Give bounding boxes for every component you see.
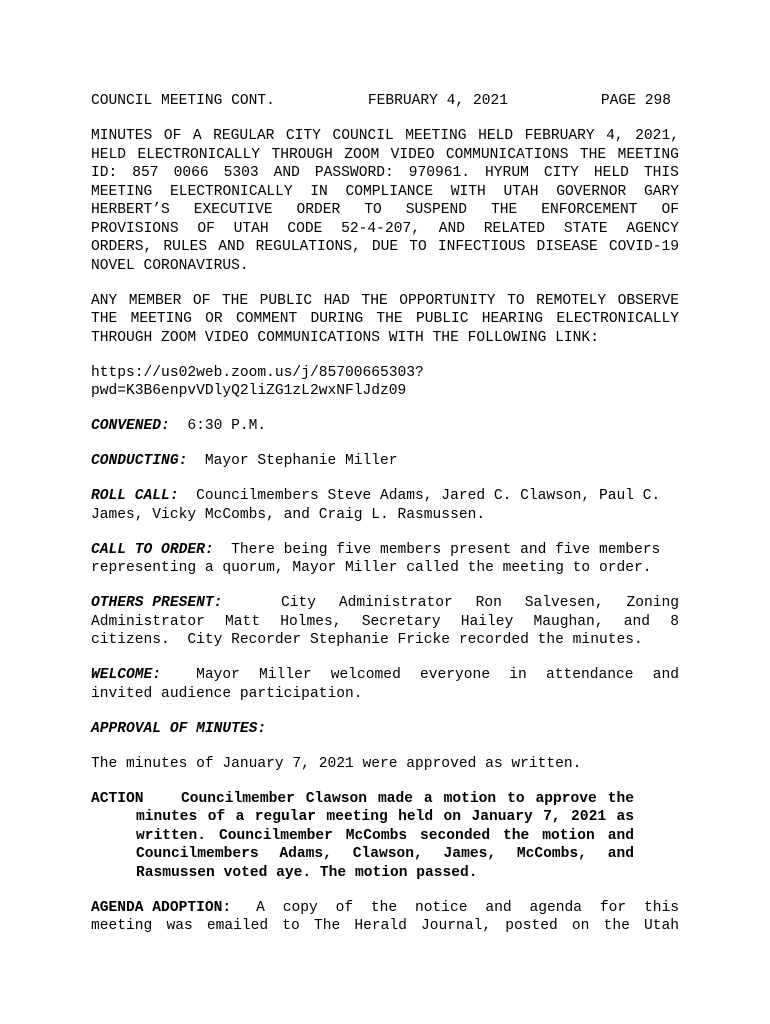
welcome-text: Mayor Miller welcomed everyone in attendance and <box>196 667 679 683</box>
header-page-number: PAGE 298 <box>600 93 671 109</box>
word: TO <box>409 239 427 255</box>
conducting-section <box>91 452 679 471</box>
word: MEETING <box>617 146 679 163</box>
word: MEETING <box>130 311 192 327</box>
justified-line <box>91 127 679 146</box>
justified-line <box>91 146 679 165</box>
word: THE <box>376 311 403 327</box>
word: COUNCIL <box>332 128 394 144</box>
justified-line <box>91 292 679 311</box>
word: UTAH <box>233 220 269 237</box>
word: AND <box>273 165 300 181</box>
word: COMMENT <box>235 311 298 327</box>
word: 857 <box>132 165 159 181</box>
word: CITY <box>285 128 321 144</box>
paragraph-last-line: NOVEL CORONAVIRUS. <box>91 257 249 274</box>
word: ID: <box>91 165 118 181</box>
word: THIS <box>643 165 679 181</box>
word: HAD <box>323 292 350 309</box>
word: ANY <box>91 292 118 309</box>
word: AND <box>218 239 245 255</box>
public-access-paragraph <box>91 292 679 348</box>
agenda-adoption-text-cont: meeting was emailed to The Herald Journal, posted on the Utah <box>91 918 679 934</box>
justified-line <box>91 164 679 183</box>
word: 2021, <box>635 128 679 144</box>
word: THE <box>579 146 607 163</box>
word: MEETING <box>91 183 153 200</box>
word: TO <box>364 202 382 218</box>
word: THROUGH <box>271 146 333 163</box>
approval-of-minutes-heading: APPROVAL OF MINUTES: <box>91 720 267 737</box>
word: DUE <box>371 239 399 255</box>
word: AND <box>438 220 466 237</box>
justified-line <box>91 238 679 257</box>
word: 0066 <box>173 165 209 181</box>
word: MEETING <box>405 128 467 144</box>
word: HYRUM <box>485 165 529 181</box>
action-label: ACTION <box>91 790 144 807</box>
word: SUSPEND <box>405 202 468 218</box>
agenda-adoption-section <box>91 899 679 936</box>
conducting-label: CONDUCTING: <box>91 453 188 469</box>
word: TO <box>507 292 525 309</box>
word: 52-4-207, <box>341 220 420 237</box>
justified-line <box>91 201 679 220</box>
word: HELD <box>478 128 514 144</box>
approval-text: The minutes of January 7, 2021 were approved as written. <box>91 755 582 772</box>
action-text-cont: written. Councilmember McCombs seconded the motion and <box>136 827 634 844</box>
word: PASSWORD: <box>314 165 394 181</box>
word: AGENCY <box>626 220 679 237</box>
word: RELATED <box>483 220 546 237</box>
word: GARY <box>643 183 679 200</box>
call-to-order-text: There being five members present and five members <box>231 541 661 558</box>
word: MEMBER <box>128 292 182 309</box>
word: ORDERS, <box>91 239 153 255</box>
word: 5303 <box>223 165 259 181</box>
word: CITY <box>543 165 579 181</box>
others-present-section <box>91 594 679 650</box>
word: THE <box>221 292 249 309</box>
word: PUBLIC <box>415 311 469 327</box>
word: ORDER <box>296 202 341 218</box>
word: WITH <box>450 183 486 200</box>
welcome-label: WELCOME: <box>91 667 162 683</box>
word: GOVERNOR <box>556 183 627 200</box>
word: IN <box>310 183 328 200</box>
header-title: COUNCIL MEETING CONT. <box>91 93 275 109</box>
action-text-last: Rasmussen voted aye. The motion passed. <box>136 864 478 881</box>
word: 970961. <box>408 165 471 181</box>
welcome-text-cont: invited audience participation. <box>91 685 363 702</box>
word: THE <box>361 292 388 309</box>
word: REGULAR <box>213 128 275 144</box>
word: DISEASE <box>536 239 598 255</box>
word: HELD <box>91 146 127 163</box>
agenda-adoption-label: AGENDA ADOPTION: <box>91 899 232 916</box>
word: REGULATIONS, <box>255 239 361 255</box>
word: 4, <box>606 128 624 144</box>
intro-paragraph <box>91 127 679 275</box>
word: COVID-19 <box>608 239 679 255</box>
roll-call-text: Councilmembers Steve Adams, Jared C. Clawson, Paul C. <box>196 488 661 504</box>
word: DURING <box>310 311 364 327</box>
word: ZOOM <box>344 146 380 163</box>
action-text: Councilmember Clawson made a motion to approve the <box>181 790 634 807</box>
word: OF <box>192 292 211 309</box>
justified-line <box>91 310 679 329</box>
agenda-adoption-text: A copy of the notice and agenda for this <box>256 899 679 916</box>
action-section <box>91 790 634 883</box>
word: ENFORCEMENT <box>541 202 638 218</box>
convened-section <box>91 417 679 436</box>
header-date: FEBRUARY 4, 2021 <box>367 93 508 109</box>
others-present-text-cont-2: citizens. City Recorder Stephanie Fricke recorded the minutes. <box>91 632 643 648</box>
justified-line <box>91 220 679 239</box>
word: OF <box>163 128 182 144</box>
justified-line <box>91 183 679 202</box>
word: THE <box>490 202 518 218</box>
word: OBSERVE <box>617 292 679 309</box>
word: HELD <box>593 165 629 181</box>
word: OPPORTUNITY <box>399 292 496 309</box>
welcome-section <box>91 666 679 703</box>
word: CODE <box>287 220 323 237</box>
word: FEBRUARY <box>524 128 595 144</box>
paragraph-last-line: THROUGH ZOOM VIDEO COMMUNICATIONS WITH THE FOLLOWING LINK: <box>91 329 599 346</box>
convened-label: CONVENED: <box>91 418 170 434</box>
zoom-link[interactable] <box>91 364 679 401</box>
roll-call-section <box>91 487 679 524</box>
word: OF <box>197 220 215 237</box>
word: COMMUNICATIONS <box>445 146 569 163</box>
word: A <box>192 128 202 144</box>
word: STATE <box>563 220 608 237</box>
others-present-text-cont: Administrator Matt Holmes, Secretary Hailey Maughan, and 8 <box>91 613 679 630</box>
word: ELECTRONICALLY <box>137 146 261 163</box>
call-to-order-label: CALL TO ORDER: <box>91 541 214 558</box>
zoom-link-line-2[interactable]: pwd=K3B6enpvVDlyQ2liZG1zL2wxNFlJdz09 <box>91 383 407 399</box>
roll-call-label: ROLL CALL: <box>91 488 179 504</box>
word: UTAH <box>503 183 539 200</box>
zoom-link-line-1[interactable]: https://us02web.zoom.us/j/85700665303? <box>91 364 424 381</box>
word: RULES <box>163 239 208 255</box>
word: OR <box>205 311 223 327</box>
conducting-text: Mayor Stephanie Miller <box>204 453 398 469</box>
word: HERBERT’S <box>91 202 170 218</box>
word: HEARING <box>481 311 544 327</box>
others-present-text: City Administrator Ron Salvesen, Zoning <box>281 595 679 611</box>
word: VIDEO <box>390 146 435 163</box>
word: EXECUTIVE <box>193 202 273 218</box>
word: OF <box>661 202 679 218</box>
action-text-cont: minutes of a regular meeting held on January 7, 2021 as <box>136 809 634 825</box>
action-text-cont: Councilmembers Adams, Clawson, James, McCombs, and <box>136 846 634 862</box>
word: INFECTIOUS <box>437 239 526 255</box>
roll-call-text-cont: James, Vicky McCombs, and Craig L. Rasmussen. <box>91 506 486 523</box>
page-header <box>91 92 671 111</box>
word: COMPLIANCE <box>345 183 434 200</box>
others-present-label: OTHERS PRESENT: <box>91 595 223 611</box>
call-to-order-text-cont: representing a quorum, Mayor Miller called the meeting to order. <box>91 560 652 576</box>
convened-time: 6:30 P.M. <box>187 418 267 434</box>
word: PUBLIC <box>259 292 313 309</box>
word: REMOTELY <box>536 292 607 309</box>
word: THE <box>91 311 118 327</box>
document-page <box>91 92 679 936</box>
word: ELECTRONICALLY <box>170 183 293 200</box>
call-to-order-section <box>91 541 679 578</box>
word: ELECTRONICALLY <box>556 311 679 327</box>
word: PROVISIONS <box>91 220 179 237</box>
word: MINUTES <box>91 128 153 144</box>
